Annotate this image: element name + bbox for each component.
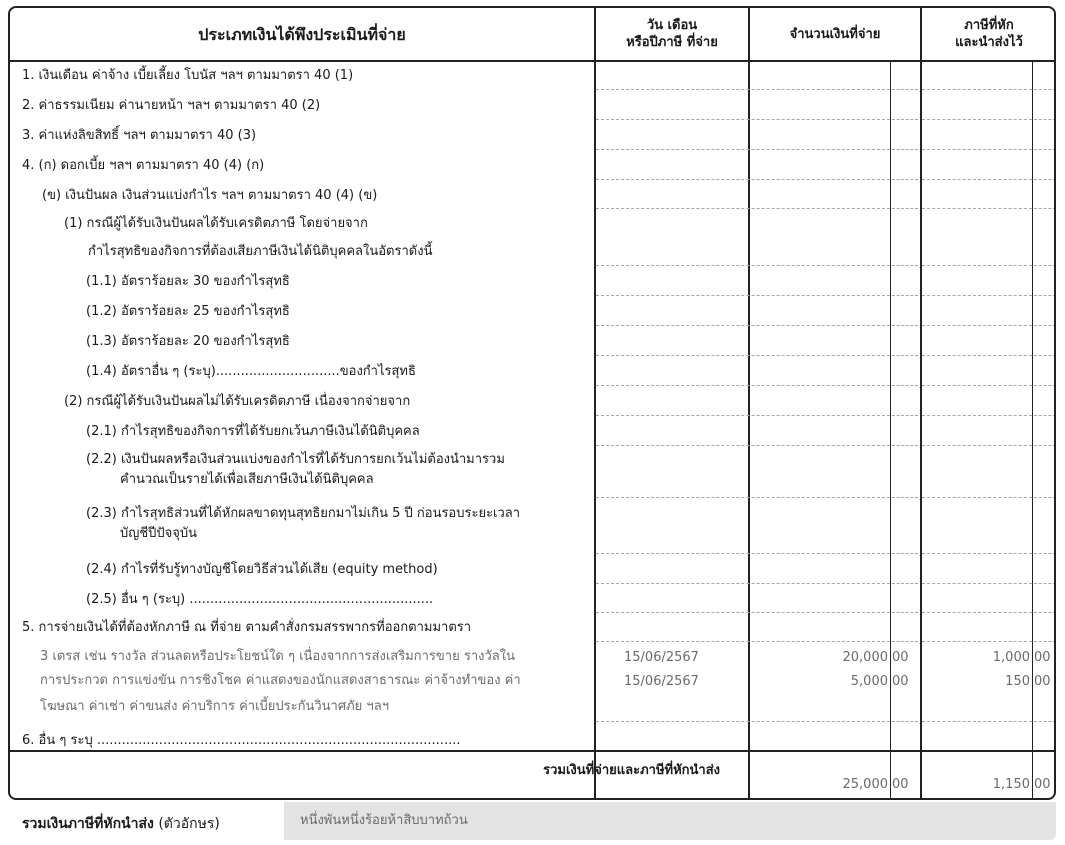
row-4a-interest: 4. (ก) ดอกเบี้ย ฯลฯ ตามมาตรา 40 (4) (ก) xyxy=(22,158,265,173)
row-4b1-2: (1.2) อัตราร้อยละ 25 ของกำไรสุทธิ xyxy=(86,304,290,319)
row-separator xyxy=(1034,325,1056,326)
tax-in-words-label xyxy=(22,814,220,834)
row-5-withholding: 5. การจ่ายเงินได้ที่ต้องหักภาษี ณ ที่จ่าย ตามคำสั่งกรมสรรพากรที่ออกตามมาตรา xyxy=(22,620,472,635)
row-4b2-4: (2.4) กำไรที่รับรู้ทางบัญชีโดยวิธีส่วนได้เสีย (equity method) xyxy=(86,562,438,577)
row-4b-dividend: (ข) เงินปันผล เงินส่วนแบ่งกำไร ฯลฯ ตามมาตรา 40 (4) (ข) xyxy=(42,188,378,203)
row-separator xyxy=(1034,497,1056,498)
row-separator xyxy=(922,445,1032,446)
total-label-text: รวมเงินที่จ่ายและภาษีที่หักนำส่ง xyxy=(543,763,720,778)
header-date-line2: หรือปีภาษี ที่จ่าย xyxy=(626,35,718,50)
row-separator xyxy=(1034,179,1056,180)
row-separator xyxy=(922,265,1032,266)
header-amount: จำนวนเงินที่จ่าย xyxy=(789,26,881,42)
row-separator xyxy=(596,721,890,722)
row-separator xyxy=(1034,89,1056,90)
entry-2-tax-satang: 00 xyxy=(1034,674,1051,689)
row-4b2-3-line2: บัญชีปีปัจจุบัน xyxy=(120,526,198,541)
entry-2-amount-baht: 5,000 xyxy=(850,674,888,689)
row-separator xyxy=(1034,445,1056,446)
row-separator xyxy=(1034,355,1056,356)
row-4b2-1: (2.1) กำไรสุทธิของกิจการที่ได้รับยกเว้นภาษีเงินได้นิติบุคคล xyxy=(86,424,420,439)
header-tax-line2: และนำส่งไว้ xyxy=(955,35,1023,50)
entry-1-amount-baht: 20,000 xyxy=(842,650,888,665)
row-4b2-5: (2.5) อื่น ๆ (ระบุ) ........................................................... xyxy=(86,592,434,607)
entry-2-date: 15/06/2567 xyxy=(624,674,699,689)
row-5-note-line2: การประกวด การแข่งขัน การชิงโชค ค่าแสดงของนักแสดงสาธารณะ ค่าจ้างทำของ ค่า xyxy=(40,673,521,688)
row-4b1-line1: (1) กรณีผู้ได้รับเงินปันผลได้รับเครดิตภาษี โดยจ่ายจาก xyxy=(64,216,368,231)
row-separator xyxy=(922,385,1032,386)
row-4b2: (2) กรณีผู้ได้รับเงินปันผลไม่ได้รับเครดิตภาษี เนื่องจากจ่ายจาก xyxy=(64,394,411,409)
row-separator xyxy=(922,119,1032,120)
row-separator xyxy=(596,149,890,150)
row-4b2-3-line1: (2.3) กำไรสุทธิส่วนที่ได้หักผลขาดทุนสุทธิยกมาไม่เกิน 5 ปี ก่อนรอบระยะเวลา xyxy=(86,506,521,521)
row-separator xyxy=(1034,612,1056,613)
row-5-note-line1: 3 เตรส เช่น รางวัล ส่วนลดหรือประโยชน์ใด ๆ เนื่องจากการส่งเสริมการขาย รางวัลใน xyxy=(40,649,515,664)
row-separator xyxy=(892,89,918,90)
row-separator xyxy=(1034,385,1056,386)
column-divider xyxy=(920,8,922,798)
row-4b1-3: (1.3) อัตราร้อยละ 20 ของกำไรสุทธิ xyxy=(86,334,290,349)
header-tax-line1: ภาษีที่หัก xyxy=(964,18,1014,33)
row-3-copyright: 3. ค่าแห่งลิขสิทธิ์ ฯลฯ ตามมาตรา 40 (3) xyxy=(22,128,257,143)
row-separator xyxy=(892,612,918,613)
row-separator xyxy=(892,265,918,266)
row-separator xyxy=(1034,553,1056,554)
total-underline xyxy=(748,799,1056,800)
row-separator xyxy=(922,295,1032,296)
satang-divider xyxy=(1032,60,1033,798)
row-separator xyxy=(922,415,1032,416)
withholding-income-table xyxy=(8,6,1056,800)
header-tax xyxy=(922,8,1056,60)
row-4b2-2-line1: (2.2) เงินปันผลหรือเงินส่วนแบ่งของกำไรที่ได้รับการยกเว้นไม่ต้องนำมารวม xyxy=(86,452,505,467)
total-amount-satang: 00 xyxy=(892,777,909,792)
row-separator xyxy=(596,497,890,498)
row-separator xyxy=(922,721,1032,722)
total-tax-satang: 00 xyxy=(1034,777,1051,792)
row-separator xyxy=(596,385,890,386)
row-separator xyxy=(1034,265,1056,266)
row-separator xyxy=(922,612,1032,613)
total-amount-baht: 25,000 xyxy=(842,777,888,792)
row-separator xyxy=(892,553,918,554)
row-separator xyxy=(892,583,918,584)
satang-divider xyxy=(890,60,891,798)
row-separator xyxy=(596,208,890,209)
entry-1-amount-satang: 00 xyxy=(892,650,909,665)
entry-2-amount-satang: 00 xyxy=(892,674,909,689)
tax-in-words-value: หนึ่งพันหนึ่งร้อยห้าสิบบาทถ้วน xyxy=(300,813,468,828)
row-separator xyxy=(922,179,1032,180)
row-separator xyxy=(1034,641,1056,642)
header-date xyxy=(596,8,748,60)
row-6-other: 6. อื่น ๆ ระบุ ........................................................................................ xyxy=(22,733,461,748)
row-separator xyxy=(922,355,1032,356)
column-divider xyxy=(748,8,750,798)
row-4b1-1: (1.1) อัตราร้อยละ 30 ของกำไรสุทธิ xyxy=(86,274,290,289)
row-separator xyxy=(596,415,890,416)
row-separator xyxy=(892,497,918,498)
row-separator xyxy=(596,641,890,642)
row-separator xyxy=(1034,295,1056,296)
tax-in-words-field[interactable] xyxy=(284,802,1056,840)
row-separator xyxy=(1034,208,1056,209)
row-separator xyxy=(922,325,1032,326)
row-separator xyxy=(922,583,1032,584)
row-separator xyxy=(922,208,1032,209)
row-separator xyxy=(596,553,890,554)
row-separator xyxy=(596,295,890,296)
row-separator xyxy=(1034,721,1056,722)
row-2-fees: 2. ค่าธรรมเนียม ค่านายหน้า ฯลฯ ตามมาตรา 40 (2) xyxy=(22,98,321,113)
row-separator xyxy=(892,385,918,386)
row-separator xyxy=(596,445,890,446)
tax-in-words-label-suffix: (ตัวอักษร) xyxy=(158,816,220,832)
row-1-salary: 1. เงินเดือน ค่าจ้าง เบี้ยเลี้ยง โบนัส ฯลฯ ตามมาตรา 40 (1) xyxy=(22,68,354,83)
row-separator xyxy=(1034,149,1056,150)
column-divider xyxy=(594,8,596,798)
row-separator xyxy=(892,721,918,722)
total-tax-baht: 1,150 xyxy=(992,777,1030,792)
total-rule xyxy=(10,750,1054,752)
row-5-note-line3: โฆษณา ค่าเช่า ค่าขนส่ง ค่าบริการ ค่าเบี้ยประกันวินาศภัย ฯลฯ xyxy=(40,699,389,714)
entry-1-date: 15/06/2567 xyxy=(624,650,699,665)
row-separator xyxy=(922,149,1032,150)
row-4b1-line2: กำไรสุทธิของกิจการที่ต้องเสียภาษีเงินได้นิติบุคคลในอัตราดังนี้ xyxy=(88,244,433,259)
row-separator xyxy=(922,553,1032,554)
row-separator xyxy=(922,497,1032,498)
row-4b1-4: (1.4) อัตราอื่น ๆ (ระบุ)..............................ของกำไรสุทธิ xyxy=(86,364,416,379)
row-separator xyxy=(596,179,890,180)
tax-in-words-label-bold: รวมเงินภาษีที่หักนำส่ง xyxy=(22,816,154,832)
row-separator xyxy=(892,641,918,642)
row-separator xyxy=(922,89,1032,90)
row-separator xyxy=(596,119,890,120)
row-separator xyxy=(1034,415,1056,416)
row-separator xyxy=(892,208,918,209)
row-separator xyxy=(596,355,890,356)
header-income-type: ประเภทเงินได้พึงประเมินที่จ่าย xyxy=(198,24,406,44)
entry-1-tax-baht: 1,000 xyxy=(992,650,1030,665)
row-separator xyxy=(892,325,918,326)
header-date-line1: วัน เดือน xyxy=(646,18,698,33)
row-separator xyxy=(596,612,890,613)
row-separator xyxy=(892,355,918,356)
row-4b2-2-line2: คำนวณเป็นรายได้เพื่อเสียภาษีเงินได้นิติบุคคล xyxy=(120,472,374,487)
row-separator xyxy=(892,179,918,180)
header-rule xyxy=(10,60,1054,62)
row-separator xyxy=(596,265,890,266)
row-separator xyxy=(596,89,890,90)
row-separator xyxy=(596,325,890,326)
tax-in-words-section xyxy=(8,802,1056,840)
entry-1-tax-satang: 00 xyxy=(1034,650,1051,665)
row-separator xyxy=(892,149,918,150)
row-separator xyxy=(892,415,918,416)
entry-2-tax-baht: 150 xyxy=(1005,674,1030,689)
row-separator xyxy=(892,119,918,120)
row-separator xyxy=(892,295,918,296)
row-separator xyxy=(892,445,918,446)
row-separator xyxy=(1034,583,1056,584)
row-separator xyxy=(922,641,1032,642)
row-separator xyxy=(596,583,890,584)
row-separator xyxy=(1034,119,1056,120)
